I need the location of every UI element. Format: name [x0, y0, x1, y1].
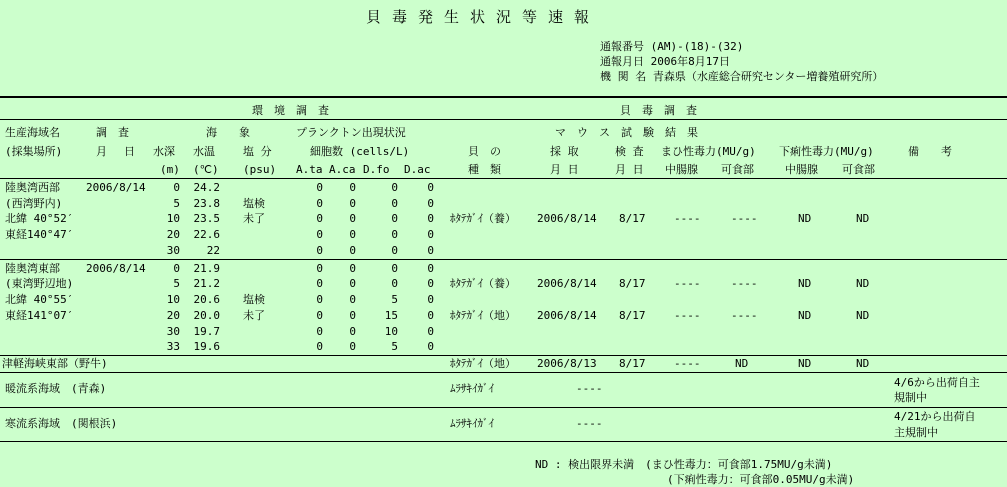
temp-cell: 20.6	[193, 293, 220, 306]
footnote-1: ND : 検出限界未満 (まひ性毒力：可食部1.75MU/g未満)	[535, 458, 833, 471]
psp-header: まひ性毒力(MU/g)	[661, 145, 756, 158]
d-fo-cell: 10	[384, 325, 398, 338]
depth-cell: 20	[166, 309, 180, 322]
d-fo-cell: 0	[391, 212, 398, 225]
a-ca-cell: 0	[349, 244, 356, 257]
a-ca-cell: 0	[349, 262, 356, 275]
site-header: (採集場所)	[5, 145, 63, 158]
d-ac-cell: 0	[427, 262, 434, 275]
day-header: 日	[124, 145, 135, 158]
warm-sampling: ----	[576, 382, 603, 395]
psp-midgut-cell: ----	[674, 309, 701, 322]
area-cell: 北緯 40°55′	[5, 293, 74, 306]
a-ca-cell: 0	[349, 228, 356, 241]
sampling-md-header: 月 日	[550, 163, 579, 176]
depth-cell: 33	[166, 340, 180, 353]
depth-cell: 5	[173, 277, 180, 290]
salinity-unit: (psu)	[243, 163, 277, 176]
temp-cell: 22	[206, 244, 220, 257]
area-cell: 東経141°07′	[5, 309, 74, 322]
d-ac-cell: 0	[427, 293, 434, 306]
dsp-header: 下痢性毒力(MU/g)	[779, 145, 874, 158]
sampling-date-cell: 2006/8/14	[537, 309, 597, 322]
d-ac-cell: 0	[427, 181, 434, 194]
sea-header: 海 象	[206, 126, 250, 139]
survey-date-cell: 2006/8/14	[86, 181, 146, 194]
temp-cell: 24.2	[193, 181, 220, 194]
psp-midgut-header: 中腸腺	[665, 163, 698, 176]
area-cell: 陸奥湾西部	[5, 181, 60, 194]
a-ta-cell: 0	[316, 197, 323, 210]
depth-cell: 5	[173, 197, 180, 210]
separator-rule	[0, 407, 1007, 408]
cold-remark-1: 4/21から出荷自	[894, 410, 976, 423]
a-ta-cell: 0	[316, 325, 323, 338]
inspection-md-header: 月 日	[615, 163, 644, 176]
tsugaru-inspection: 8/17	[619, 357, 646, 370]
remarks-header: 備 考	[908, 145, 952, 158]
separator-rule	[0, 355, 1007, 356]
species-code-1: A.ta	[296, 163, 323, 176]
a-ca-cell: 0	[349, 340, 356, 353]
shell-header: 貝 の	[468, 145, 501, 158]
dsp-edible-cell: ND	[856, 277, 870, 290]
dsp-edible-cell: ND	[856, 212, 870, 225]
salinity-header: 塩 分	[243, 145, 272, 158]
d-fo-cell: 5	[391, 293, 398, 306]
a-ca-cell: 0	[349, 181, 356, 194]
a-ca-cell: 0	[349, 309, 356, 322]
depth-cell: 30	[166, 325, 180, 338]
depth-unit: (m)	[160, 163, 180, 176]
salinity-cell: 未了	[243, 309, 265, 322]
d-fo-cell: 5	[391, 340, 398, 353]
d-ac-cell: 0	[427, 277, 434, 290]
tsugaru-area: 津軽海峡東部（野牛)	[2, 357, 108, 370]
depth-header: 水深	[153, 145, 175, 158]
report-number: 通報番号 (AM)-(18)-(32)	[600, 40, 744, 53]
temp-unit: (℃)	[193, 163, 219, 176]
shell-species-cell: ﾎﾀﾃｶﾞｲ（養）	[450, 277, 516, 290]
area-cell: 北緯 40°52′	[5, 212, 74, 225]
d-ac-cell: 0	[427, 340, 434, 353]
tsugaru-dsp-midgut: ND	[798, 357, 812, 370]
d-ac-cell: 0	[427, 325, 434, 338]
depth-cell: 30	[166, 244, 180, 257]
d-ac-cell: 0	[427, 228, 434, 241]
tsugaru-sampling: 2006/8/13	[537, 357, 597, 370]
a-ta-cell: 0	[316, 340, 323, 353]
a-ca-cell: 0	[349, 212, 356, 225]
species-code-3: D.fo	[363, 163, 390, 176]
cells-header: 細胞数 (cells/L)	[310, 145, 410, 158]
species-header: 種 類	[468, 163, 501, 176]
month-header: 月	[96, 145, 107, 158]
shell-species-cell: ﾎﾀﾃｶﾞｲ（地）	[450, 309, 516, 322]
psp-edible-header: 可食部	[721, 163, 754, 176]
a-ta-cell: 0	[316, 277, 323, 290]
temp-cell: 20.0	[193, 309, 220, 322]
dsp-midgut-cell: ND	[798, 309, 812, 322]
a-ca-cell: 0	[349, 277, 356, 290]
sampling-date-cell: 2006/8/14	[537, 212, 597, 225]
inspection-date-cell: 8/17	[619, 309, 646, 322]
sampling-header: 採 取	[550, 145, 579, 158]
d-fo-cell: 0	[391, 197, 398, 210]
depth-cell: 10	[166, 212, 180, 225]
sampling-date-cell: 2006/8/14	[537, 277, 597, 290]
a-ta-cell: 0	[316, 228, 323, 241]
depth-cell: 20	[166, 228, 180, 241]
table-top-rule	[0, 96, 1007, 98]
inspection-date-cell: 8/17	[619, 277, 646, 290]
a-ta-cell: 0	[316, 293, 323, 306]
psp-edible-cell: ----	[731, 309, 758, 322]
a-ta-cell: 0	[316, 309, 323, 322]
d-ac-cell: 0	[427, 212, 434, 225]
depth-cell: 0	[173, 262, 180, 275]
d-fo-cell: 0	[391, 181, 398, 194]
depth-cell: 10	[166, 293, 180, 306]
warm-remark-1: 4/6から出荷自主	[894, 376, 980, 389]
d-fo-cell: 15	[384, 309, 398, 322]
area-name-header: 生産海域名	[5, 126, 60, 139]
area-cell: 東経140°47′	[5, 228, 74, 241]
warm-shell: ﾑﾗｻｷｲｶﾞｲ	[450, 382, 494, 395]
agency: 機 関 名 青森県（水産総合研究センター増養殖研究所）	[600, 70, 884, 83]
salinity-cell: 未了	[243, 212, 265, 225]
page-title: 貝毒発生状況等速報	[366, 8, 601, 26]
temp-cell: 19.6	[193, 340, 220, 353]
warm-area: 暖流系海域 (青森)	[5, 382, 107, 395]
cold-shell: ﾑﾗｻｷｲｶﾞｲ	[450, 417, 494, 430]
a-ta-cell: 0	[316, 244, 323, 257]
a-ta-cell: 0	[316, 212, 323, 225]
tsugaru-shell: ﾎﾀﾃｶﾞｲ（地）	[450, 357, 516, 370]
header-rule	[0, 119, 1007, 120]
salinity-cell: 塩検	[243, 293, 265, 306]
mouse-test-header: マ ウ ス 試 験 結 果	[555, 126, 698, 139]
temp-header: 水温	[193, 145, 215, 158]
cold-remark-2: 主規制中	[894, 426, 938, 439]
header-bottom-rule	[0, 178, 1007, 179]
a-ta-cell: 0	[316, 262, 323, 275]
temp-cell: 23.8	[193, 197, 220, 210]
tsugaru-dsp-edible: ND	[856, 357, 870, 370]
psp-edible-cell: ----	[731, 212, 758, 225]
a-ca-cell: 0	[349, 293, 356, 306]
dsp-edible-cell: ND	[856, 309, 870, 322]
separator-rule	[0, 372, 1007, 373]
d-ac-cell: 0	[427, 244, 434, 257]
species-code-2: A.ca	[329, 163, 356, 176]
inspection-date-cell: 8/17	[619, 212, 646, 225]
a-ta-cell: 0	[316, 181, 323, 194]
dsp-midgut-cell: ND	[798, 277, 812, 290]
group-separator-rule	[0, 259, 1007, 260]
plankton-header: プランクトン出現状況	[296, 126, 406, 139]
toxin-survey-heading: 貝 毒 調 査	[620, 104, 697, 117]
footnote-2: (下痢性毒力：可食部0.05MU/g未満)	[667, 473, 855, 486]
area-cell: (東湾野辺地)	[5, 277, 74, 290]
psp-midgut-cell: ----	[674, 277, 701, 290]
report-date: 通報月日 2006年8月17日	[600, 55, 730, 68]
area-cell: 陸奥湾東部	[5, 262, 60, 275]
temp-cell: 23.5	[193, 212, 220, 225]
inspection-header: 検 査	[615, 145, 644, 158]
dsp-midgut-header: 中腸腺	[785, 163, 818, 176]
temp-cell: 19.7	[193, 325, 220, 338]
survey-header: 調 査	[96, 126, 129, 139]
temp-cell: 21.9	[193, 262, 220, 275]
d-ac-cell: 0	[427, 309, 434, 322]
psp-midgut-cell: ----	[674, 212, 701, 225]
dsp-midgut-cell: ND	[798, 212, 812, 225]
shell-species-cell: ﾎﾀﾃｶﾞｲ（養）	[450, 212, 516, 225]
d-fo-cell: 0	[391, 262, 398, 275]
table-bottom-rule	[0, 441, 1007, 442]
cold-area: 寒流系海域 (関根浜)	[5, 417, 118, 430]
dsp-edible-header: 可食部	[842, 163, 875, 176]
psp-edible-cell: ----	[731, 277, 758, 290]
survey-date-cell: 2006/8/14	[86, 262, 146, 275]
d-fo-cell: 0	[391, 277, 398, 290]
warm-remark-2: 規制中	[894, 391, 927, 404]
species-code-4: D.ac	[404, 163, 431, 176]
a-ca-cell: 0	[349, 325, 356, 338]
d-fo-cell: 0	[391, 244, 398, 257]
temp-cell: 21.2	[193, 277, 220, 290]
env-survey-heading: 環 境 調 査	[252, 104, 329, 117]
salinity-cell: 塩検	[243, 197, 265, 210]
area-cell: (西湾野内)	[5, 197, 63, 210]
temp-cell: 22.6	[193, 228, 220, 241]
cold-sampling: ----	[576, 417, 603, 430]
tsugaru-psp-midgut: ----	[674, 357, 701, 370]
d-fo-cell: 0	[391, 228, 398, 241]
d-ac-cell: 0	[427, 197, 434, 210]
depth-cell: 0	[173, 181, 180, 194]
tsugaru-psp-edible: ND	[735, 357, 749, 370]
a-ca-cell: 0	[349, 197, 356, 210]
